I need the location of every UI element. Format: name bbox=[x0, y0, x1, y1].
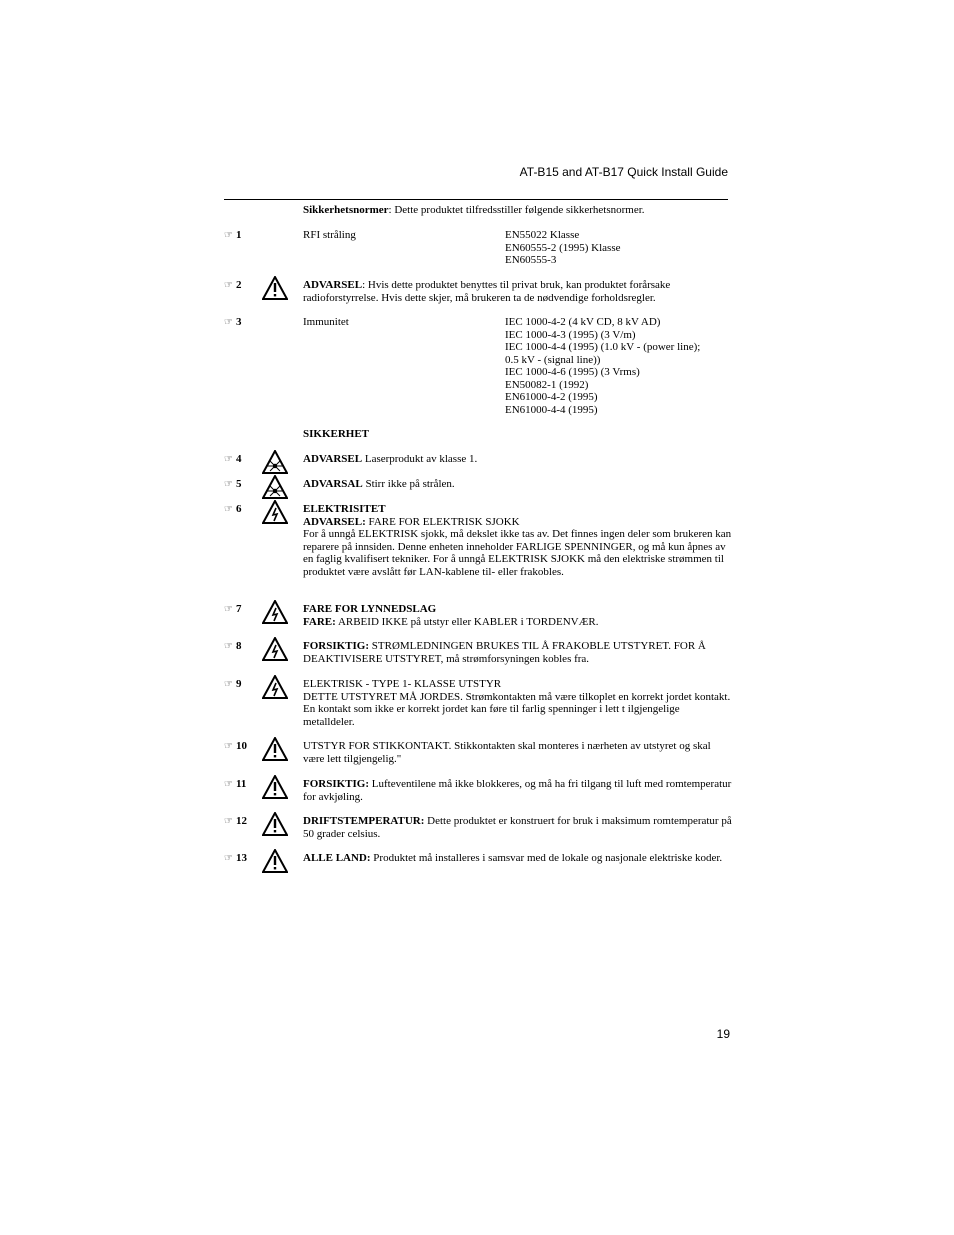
pointing-hand-icon: ☞ bbox=[224, 853, 233, 864]
item-number: 12 bbox=[235, 815, 247, 827]
warning-exclamation-icon bbox=[262, 775, 288, 799]
item-values bbox=[505, 229, 735, 267]
item-text bbox=[303, 678, 733, 728]
pointing-hand-icon: ☞ bbox=[224, 454, 233, 465]
item-ref bbox=[224, 453, 260, 467]
item-text bbox=[303, 279, 733, 304]
item-ref bbox=[224, 815, 260, 829]
item-bold-lead: ALLE LAND: bbox=[303, 852, 371, 864]
pointing-hand-icon: ☞ bbox=[224, 504, 233, 515]
header-rule bbox=[224, 199, 728, 200]
item-body: Produktet må installeres i samsvar med de lokale og nasjonale elektriske koder. bbox=[370, 852, 723, 864]
pointing-hand-icon: ☞ bbox=[224, 741, 233, 752]
item-value: IEC 1000-4-2 (4 kV CD, 8 kV AD) bbox=[505, 316, 661, 328]
item-number: 10 bbox=[235, 740, 247, 752]
pointing-hand-icon: ☞ bbox=[224, 779, 233, 790]
item-text bbox=[303, 852, 733, 865]
item-number: 4 bbox=[235, 453, 242, 465]
item-value: EN50082-1 (1992) bbox=[505, 378, 589, 391]
item-number: 6 bbox=[235, 503, 242, 515]
warning-exclamation-icon bbox=[262, 812, 288, 836]
item-heading: FARE FOR LYNNEDSLAG bbox=[303, 603, 437, 615]
item-bold-lead: ADVARSAL bbox=[303, 478, 363, 490]
item-value: 0.5 kV - (signal line)) bbox=[505, 353, 601, 366]
item-ref bbox=[224, 316, 260, 330]
item-ref bbox=[224, 740, 260, 754]
item-body: Dette produktet er konstruert for bruk i maksimum romtemperatur på 50 grader celsius. bbox=[303, 815, 732, 840]
item-ref bbox=[224, 778, 260, 792]
pointing-hand-icon: ☞ bbox=[224, 230, 233, 241]
laser-warning-icon bbox=[262, 450, 288, 474]
item-value: EN61000-4-2 (1995) bbox=[505, 391, 598, 403]
item-bold-lead: DRIFTSTEMPERATUR: bbox=[303, 815, 425, 827]
pointing-hand-icon: ☞ bbox=[224, 679, 233, 690]
item-subtitle: FARE FOR ELEKTRISK SJOKK bbox=[365, 515, 520, 528]
item-value: EN55022 Klasse bbox=[505, 229, 580, 241]
electric-warning-icon bbox=[262, 637, 288, 661]
item-body: UTSTYR FOR STIKKONTAKT. Stikkontakten skal monteres i nærheten av utstyret og skal være lett tilgjengelig." bbox=[303, 740, 711, 765]
item-heading: ELEKTRISK - TYPE 1- KLASSE UTSTYR bbox=[303, 678, 502, 690]
item-value: EN60555-3 bbox=[505, 254, 557, 266]
page-number: 19 bbox=[716, 1027, 730, 1041]
warning-exclamation-icon bbox=[262, 737, 288, 761]
item-body: Laserprodukt av klasse 1. bbox=[362, 453, 478, 465]
item-number: 11 bbox=[235, 778, 247, 790]
item-ref bbox=[224, 852, 260, 866]
item-number: 8 bbox=[235, 640, 242, 652]
intro-text: : Dette produktet tilfredsstiller følgende sikkerhetsnormer. bbox=[388, 204, 645, 216]
item-ref bbox=[224, 678, 260, 692]
item-text bbox=[303, 603, 733, 628]
item-text bbox=[303, 640, 733, 665]
electric-shock-warning-icon bbox=[262, 500, 288, 524]
electric-warning-icon bbox=[262, 675, 288, 699]
laser-warning-icon bbox=[262, 475, 288, 499]
pointing-hand-icon: ☞ bbox=[224, 641, 233, 652]
warning-exclamation-icon bbox=[262, 276, 288, 300]
intro-term: Sikkerhetsnormer bbox=[303, 204, 389, 216]
item-ref bbox=[224, 279, 260, 293]
item-ref bbox=[224, 478, 260, 492]
item-text bbox=[303, 740, 733, 765]
item-body: STRØMLEDNINGEN BRUKES TIL Å FRAKOBLE UTSTYRET. FOR Å DEAKTIVISERE UTSTYRET, må strømforsyningen kobles fra. bbox=[303, 640, 706, 665]
intro-paragraph bbox=[303, 204, 733, 217]
item-bold-lead: FARE: bbox=[303, 615, 336, 628]
item-label: Immunitet bbox=[303, 316, 349, 328]
item-number: 3 bbox=[235, 316, 242, 328]
item-body: : Hvis dette produktet benyttes til privat bruk, kan produktet forårsake radioforstyrrelse. Hvis dette skjer, må brukeren ta de nødvendige forholdsregler. bbox=[303, 279, 671, 304]
item-text bbox=[303, 503, 733, 578]
item-body: DETTE UTSTYRET MÅ JORDES. Strømkontakten må være tilkoplet en korrekt jordet kontakt. En kontakt som ikke er korrekt jordet kan føre til farlig spenninger i lett t ilgjengelige metalldeler. bbox=[303, 690, 731, 728]
warning-exclamation-icon bbox=[262, 849, 288, 873]
item-values bbox=[505, 316, 735, 416]
item-value: IEC 1000-4-4 (1995) (1.0 kV - (power line); bbox=[505, 341, 701, 353]
item-bold-lead: FORSIKTIG: bbox=[303, 640, 370, 652]
section-heading: SIKKERHET bbox=[303, 428, 370, 440]
item-ref bbox=[224, 503, 260, 517]
item-heading: ELEKTRISITET bbox=[303, 503, 386, 515]
item-number: 2 bbox=[235, 279, 242, 291]
item-text bbox=[303, 815, 733, 840]
running-header: AT-B15 and AT-B17 Quick Install Guide bbox=[519, 165, 728, 179]
item-body: ARBEID IKKE på utstyr eller KABLER i TORDENVÆR. bbox=[335, 615, 599, 628]
pointing-hand-icon: ☞ bbox=[224, 317, 233, 328]
item-value: EN61000-4-4 (1995) bbox=[505, 403, 598, 416]
pointing-hand-icon: ☞ bbox=[224, 479, 233, 490]
pointing-hand-icon: ☞ bbox=[224, 604, 233, 615]
item-body: Lufteventilene må ikke blokkeres, og må ha fri tilgang til luft med romtemperatur for avkjøling. bbox=[303, 778, 732, 803]
item-value: EN60555-2 (1995) Klasse bbox=[505, 241, 621, 254]
item-ref bbox=[224, 229, 260, 243]
item-body: For å unngå ELEKTRISK sjokk, må dekslet ikke tas av. Det finnes ingen deler som brukeren kan reparere på innsiden. Denne enheten inneholder FARLIGE SPENNINGER, og må kun åpnes av en faglig kvalifisert tekniker. For å unngå ELEKTRISK SJOKK må den elektriske strømmen til produktet være avslått før LAN-kablene til- eller frakobles. bbox=[303, 528, 732, 578]
item-number: 13 bbox=[235, 852, 247, 864]
item-bold-lead: ADVARSEL bbox=[303, 279, 363, 291]
item-body: Stirr ikke på strålen. bbox=[362, 478, 455, 490]
item-number: 7 bbox=[235, 603, 242, 615]
item-value: IEC 1000-4-3 (1995) (3 V/m) bbox=[505, 328, 636, 341]
item-bold-lead: ADVARSEL bbox=[303, 453, 363, 465]
item-number: 1 bbox=[235, 229, 242, 241]
item-label: RFI stråling bbox=[303, 229, 356, 241]
item-bold-lead: FORSIKTIG: bbox=[303, 778, 370, 790]
item-bold-lead: ADVARSEL: bbox=[303, 515, 366, 528]
item-ref bbox=[224, 640, 260, 654]
pointing-hand-icon: ☞ bbox=[224, 816, 233, 827]
lightning-warning-icon bbox=[262, 600, 288, 624]
item-text bbox=[303, 453, 733, 466]
item-text bbox=[303, 778, 733, 803]
item-number: 9 bbox=[235, 678, 242, 690]
pointing-hand-icon: ☞ bbox=[224, 280, 233, 291]
item-number: 5 bbox=[235, 478, 242, 490]
item-ref bbox=[224, 603, 260, 617]
item-text bbox=[303, 478, 733, 491]
item-value: IEC 1000-4-6 (1995) (3 Vrms) bbox=[505, 366, 640, 378]
